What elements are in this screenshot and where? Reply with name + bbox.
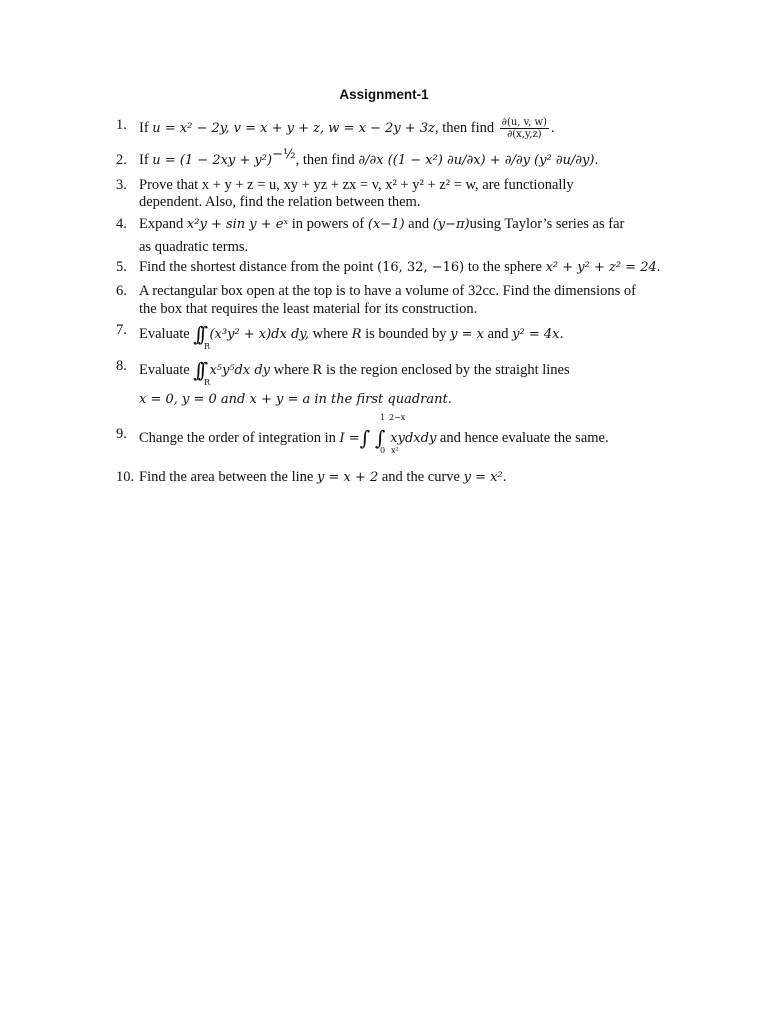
question-text: and the curve [378, 469, 464, 485]
question-text: If [139, 152, 153, 168]
integration-region: R [204, 378, 211, 387]
question-text: where [309, 326, 352, 342]
question-text: is bounded by [361, 326, 451, 342]
question-number: 6. [116, 283, 127, 299]
math-expression: y² = 4x. [512, 327, 564, 342]
math-expression: y = x [450, 327, 484, 342]
question-number: 10. [116, 469, 135, 485]
integral-icon: ∫ [375, 426, 380, 450]
question-text: Expand [139, 216, 187, 232]
fraction-numerator: ∂(u, v, w) [501, 117, 547, 128]
math-expression: (16, 32, −16) [377, 260, 465, 275]
question-text: and [404, 216, 433, 232]
question-text: where R is the region enclosed by the straight lines [270, 362, 570, 378]
question-number: 5. [116, 259, 127, 275]
question-text: . [550, 119, 555, 136]
question-text: and [483, 326, 513, 342]
question-text: , then find [434, 119, 498, 136]
question-number: 7. [116, 322, 127, 338]
question-text: Evaluate [139, 362, 194, 378]
math-expression: y = x + 2 [316, 470, 379, 485]
question-text: . [656, 259, 661, 275]
math-expression: x² + y² + z² = 24 [545, 260, 657, 275]
math-expression: u = x² − 2y, v = x + y + z, w = x − 2y + 3z [152, 120, 435, 136]
integrand: xydxdy [390, 431, 437, 446]
question-number: 1. [116, 117, 127, 133]
question-text: dependent. Also, find the relation between them. [139, 194, 421, 210]
inner-upper-limit: 2−x [389, 413, 406, 422]
question-text: Prove that x + y + z = u, xy + yz + zx = v, x² + y² + z² = w, are functionally [139, 177, 574, 193]
inner-lower-limit: x² [391, 446, 399, 455]
question-text: , then find [295, 152, 359, 168]
double-integral-icon: ∫∫ [193, 358, 203, 382]
question-text: to the sphere [464, 259, 546, 275]
question-text: the box that requires the least material for its construction. [139, 301, 478, 317]
jacobian-fraction [500, 117, 549, 140]
question-text: and hence evaluate the same. [436, 430, 609, 446]
question-number: 2. [116, 152, 127, 168]
question-text: Find the area between the line [139, 469, 317, 485]
math-expression: I = [339, 431, 360, 446]
exponent: −½ [272, 147, 296, 163]
question-text: using Taylor’s series as far [469, 216, 625, 232]
integrand: x⁵y⁵dx dy [209, 363, 271, 378]
question-number: 8. [116, 358, 127, 374]
question-text: Find the shortest distance from the point [139, 259, 378, 275]
math-expression: ∂/∂x ((1 − x²) ∂u/∂x) + ∂/∂y (y² ∂u/∂y). [358, 153, 599, 168]
question-text: Evaluate [139, 326, 194, 342]
integrand: (x³y² + x)dx dy, [209, 327, 310, 342]
double-integral-icon: ∫∫ [193, 322, 203, 346]
integral-icon: ∫ [359, 426, 365, 450]
math-expression: (y−π) [432, 217, 470, 232]
fraction-denominator: ∂(x,y,z) [507, 129, 542, 140]
math-expression: y = x². [463, 470, 507, 485]
math-expression: (x−1) [367, 217, 405, 232]
math-expression: u = (1 − 2xy + y²) [152, 153, 273, 168]
page-title: Assignment-1 [339, 87, 429, 102]
outer-lower-limit: 0 [380, 446, 386, 455]
question-text: as quadratic terms. [139, 239, 249, 255]
math-expression: x = 0, y = 0 and x + y = a in the first quadrant. [139, 392, 452, 407]
math-expression: x²y + sin y + eˣ [186, 217, 289, 232]
integration-region: R [204, 342, 211, 351]
math-expression: R [351, 327, 362, 342]
question-text: in powers of [288, 216, 368, 232]
question-text: Change the order of integration in [139, 430, 340, 446]
question-number: 9. [116, 426, 127, 442]
question-text: If [139, 119, 153, 136]
question-text: A rectangular box open at the top is to have a volume of 32cc. Find the dimensions of [139, 283, 636, 299]
question-number: 4. [116, 216, 127, 232]
question-number: 3. [116, 177, 127, 193]
outer-upper-limit: 1 [380, 413, 386, 422]
